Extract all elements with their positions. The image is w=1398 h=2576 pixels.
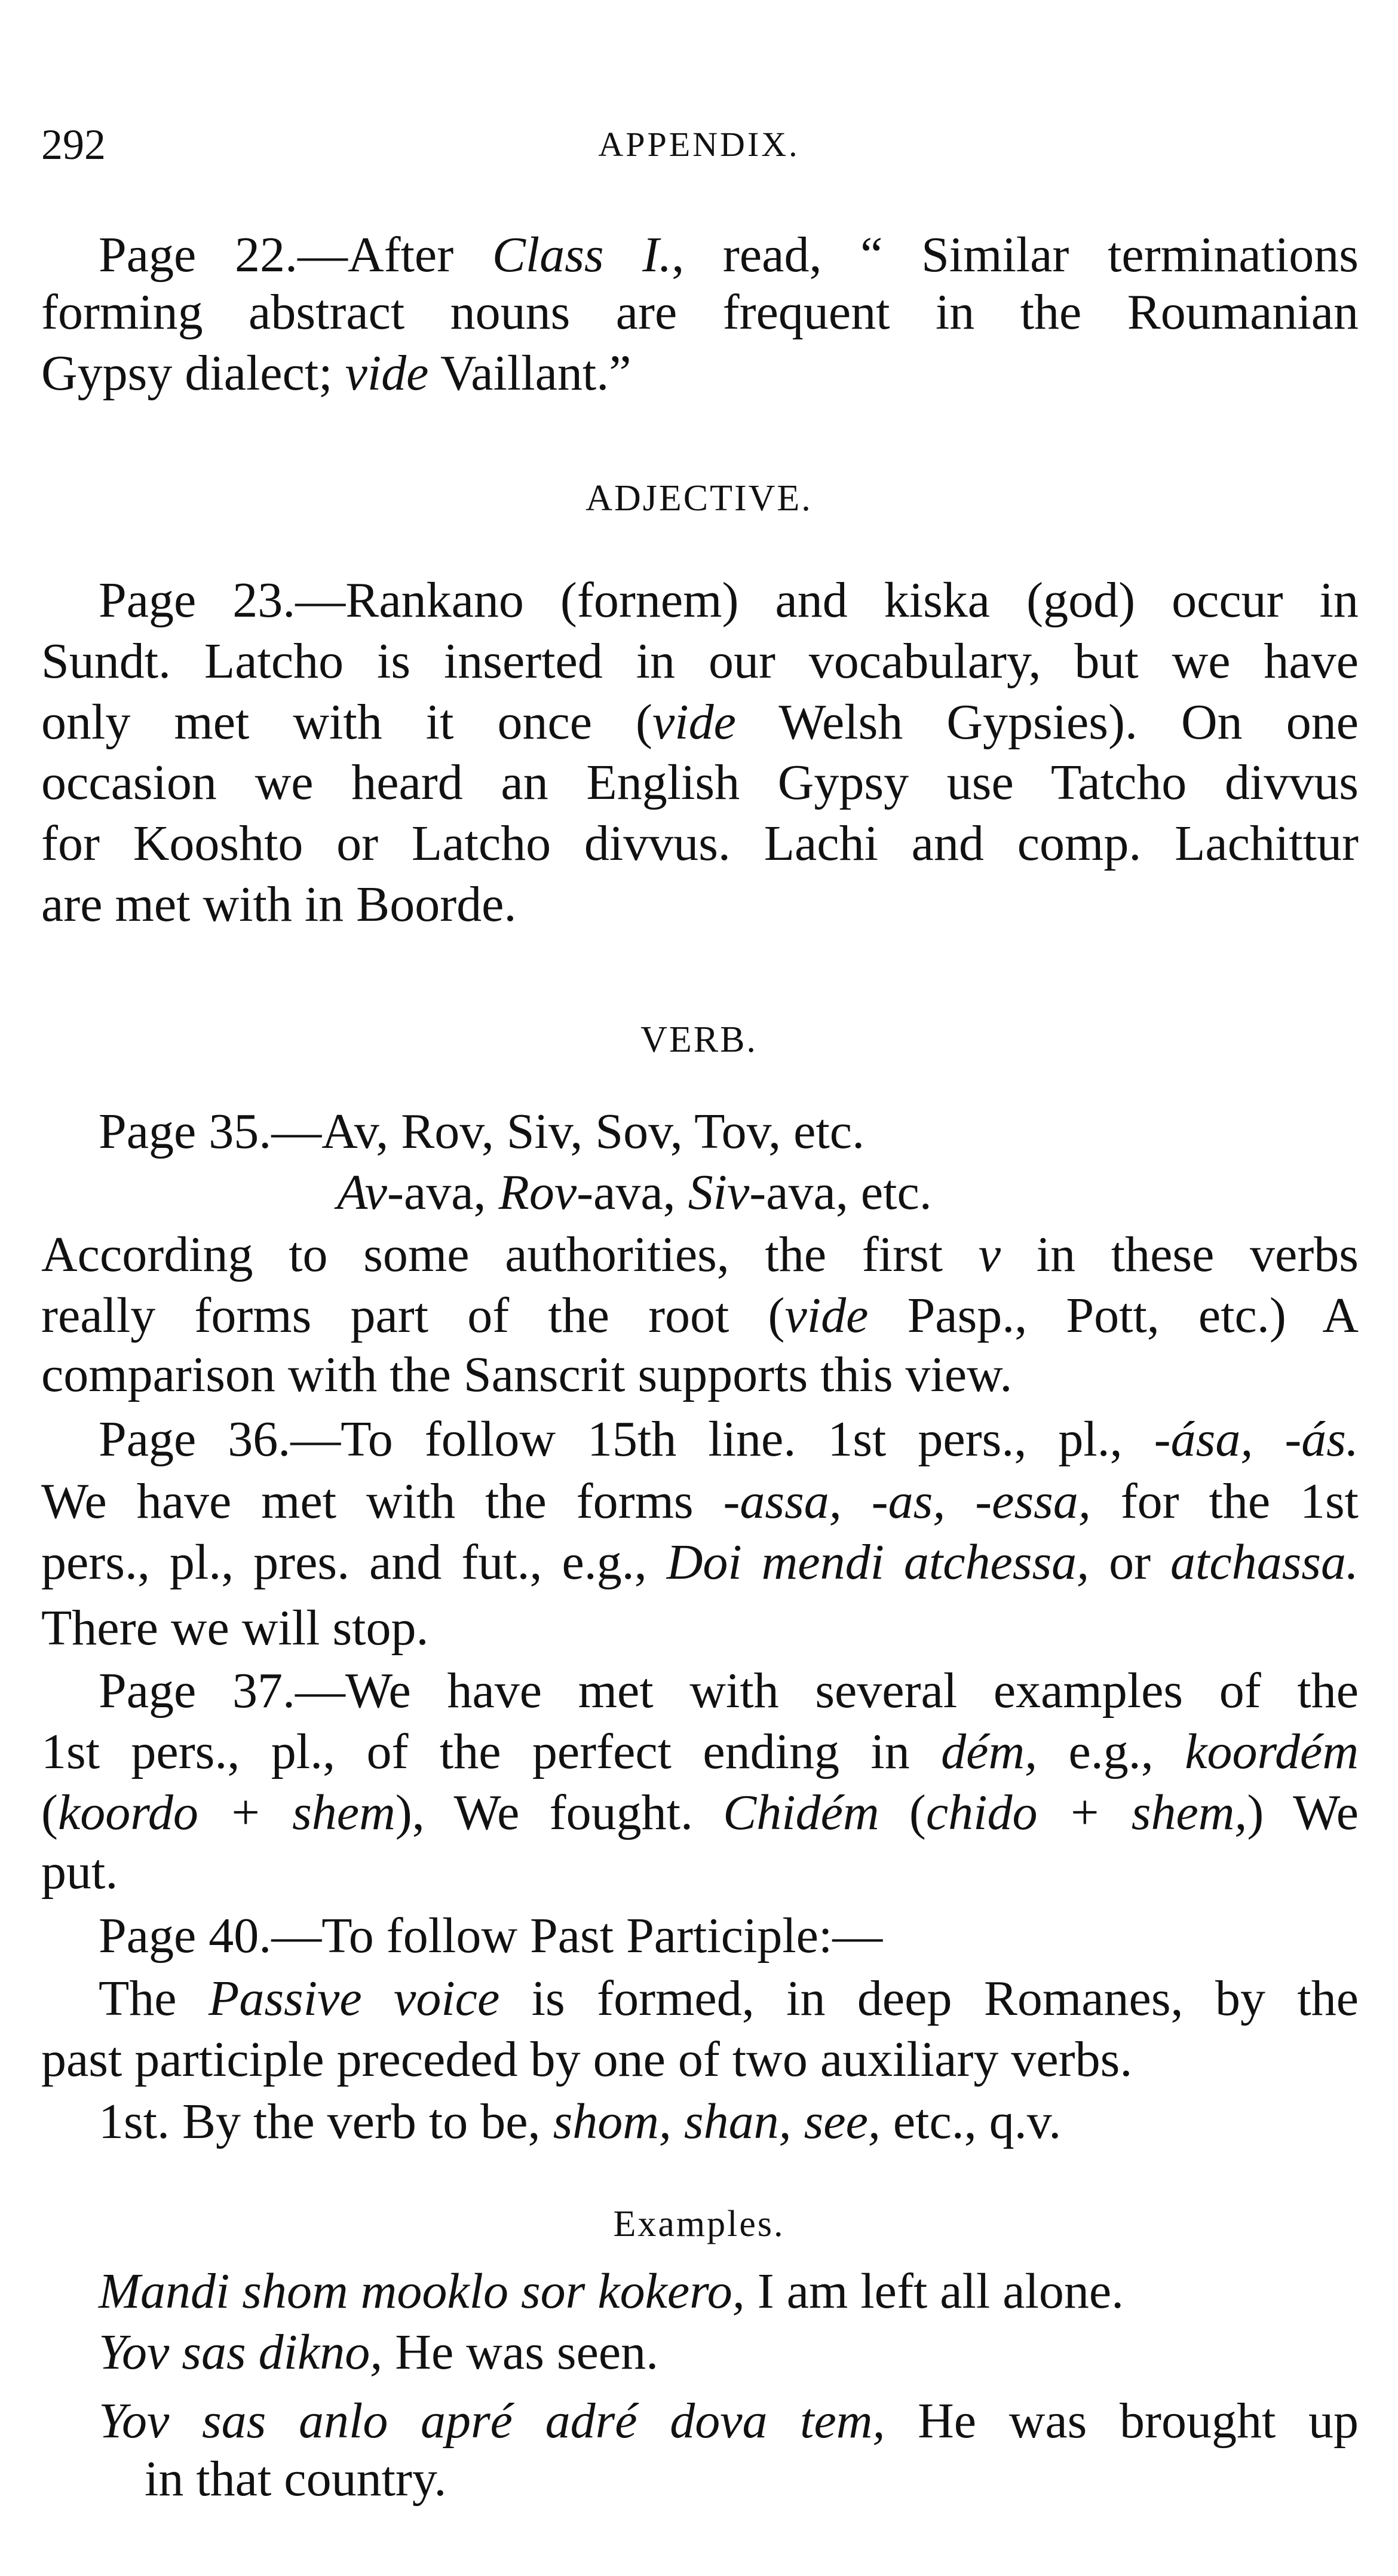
text-line bbox=[99, 1968, 1359, 2030]
italic-text: vide bbox=[784, 1288, 869, 1343]
text-segment: pers., pl., pres. and fut., e.g., bbox=[41, 1534, 667, 1590]
text-segment: or bbox=[1089, 1534, 1170, 1590]
text-segment: , read, “ Similar terminations bbox=[672, 227, 1359, 283]
text-segment: past participle preceded by one of two auxiliary verbs. bbox=[41, 2032, 1133, 2087]
text-segment: Page 40.—To follow Past Participle:— bbox=[99, 1908, 883, 1964]
text-line bbox=[41, 1531, 1359, 1594]
text-line bbox=[41, 342, 631, 405]
text-segment: in that country. bbox=[145, 2451, 447, 2507]
italic-text: vide bbox=[345, 345, 429, 401]
text-segment: ( bbox=[879, 1785, 926, 1840]
italic-text: Passive voice bbox=[209, 1971, 500, 2026]
text-line bbox=[99, 1408, 1359, 1471]
italic-text: Doi mendi atchessa, bbox=[666, 1534, 1090, 1590]
text-segment: occasion we heard an English Gypsy use Tatcho divvus bbox=[41, 755, 1359, 810]
text-line bbox=[41, 1224, 1359, 1286]
text-segment: He was brought up bbox=[885, 2393, 1359, 2449]
text-segment: only met with it once ( bbox=[41, 694, 653, 750]
text-line bbox=[41, 1471, 1359, 1533]
text-segment: ) We bbox=[1247, 1785, 1359, 1840]
text-segment: Sundt. Latcho is inserted in our vocabulary, but we have bbox=[41, 633, 1359, 689]
text-segment: are met with in Boorde. bbox=[41, 877, 517, 932]
text-segment: Page 36.—To follow 15th line. 1st pers., pl., bbox=[99, 1411, 1154, 1467]
heading-verb bbox=[0, 1009, 1398, 1071]
text-segment: put. bbox=[41, 1844, 118, 1900]
text-segment: Page 23.—Rankano (fornem) and kiska (god) occur in bbox=[99, 572, 1359, 628]
text-line bbox=[337, 1162, 932, 1224]
text-segment: Page 37.—We have met with several examples of the bbox=[99, 1663, 1359, 1719]
italic-text: dém, bbox=[941, 1724, 1038, 1779]
text-line bbox=[41, 752, 1359, 814]
italic-text: vide bbox=[652, 694, 736, 750]
italic-text: Av bbox=[337, 1165, 387, 1220]
text-segment: for the 1st bbox=[1090, 1474, 1359, 1529]
italic-text: chido + shem, bbox=[925, 1785, 1247, 1840]
text-segment: etc., q.v. bbox=[880, 2094, 1062, 2149]
text-segment: -ava, etc. bbox=[749, 1165, 932, 1220]
italic-text: Class I. bbox=[492, 227, 672, 283]
text-line bbox=[99, 224, 1359, 286]
text-segment: comparison with the Sanscrit supports this view. bbox=[41, 1347, 1013, 1402]
page-number: 292 bbox=[41, 121, 106, 169]
italic-text: shom, shan, see, bbox=[553, 2094, 881, 2149]
text-segment: 1st pers., pl., of the perfect ending in bbox=[41, 1724, 942, 1779]
text-line bbox=[99, 1905, 882, 1967]
italic-text: v bbox=[978, 1227, 1001, 1282]
text-segment: Page 35.—Av, Rov, Siv, Sov, Tov, etc. bbox=[99, 1104, 865, 1159]
text-segment: Vaillant.” bbox=[428, 345, 631, 401]
text-line bbox=[99, 2321, 658, 2384]
text-segment: According to some authorities, the first bbox=[41, 1227, 979, 1282]
text-segment: ADJECTIVE. bbox=[585, 478, 813, 519]
text-line bbox=[99, 569, 1359, 632]
text-line bbox=[99, 2390, 1359, 2452]
text-line bbox=[145, 2448, 446, 2510]
text-segment: He was seen. bbox=[382, 2324, 659, 2380]
italic-text: Yov sas dikno, bbox=[99, 2324, 383, 2380]
text-segment: Pasp., Pott, etc.) A bbox=[868, 1288, 1359, 1343]
text-segment: -ava, bbox=[387, 1165, 499, 1220]
text-segment: Gypsy dialect; bbox=[41, 345, 345, 401]
text-segment: ( bbox=[41, 1785, 58, 1840]
text-segment: really forms part of the root ( bbox=[41, 1288, 785, 1343]
italic-text: -ása, -ás. bbox=[1154, 1411, 1359, 1467]
italic-text: Mandi shom mooklo sor kokero, bbox=[99, 2263, 745, 2319]
italic-text: -assa, -as, -essa, bbox=[723, 1474, 1091, 1529]
text-line bbox=[99, 1660, 1359, 1722]
text-segment: I am left all alone. bbox=[744, 2263, 1124, 2319]
italic-text: Siv bbox=[688, 1165, 750, 1220]
text-line bbox=[41, 1285, 1359, 1347]
text-segment: ), We fought. bbox=[395, 1785, 723, 1840]
text-line bbox=[99, 2091, 1061, 2153]
text-segment: Examples. bbox=[613, 2204, 785, 2244]
text-segment: The bbox=[99, 1971, 209, 2026]
text-line bbox=[41, 1597, 429, 1659]
text-line bbox=[41, 691, 1359, 753]
heading-examples bbox=[0, 2193, 1398, 2255]
text-segment: Page 22.—After bbox=[99, 227, 492, 283]
text-line bbox=[41, 874, 516, 936]
text-line bbox=[41, 2029, 1132, 2091]
text-line bbox=[41, 281, 1359, 344]
italic-text: koordém bbox=[1185, 1724, 1359, 1779]
text-segment: e.g., bbox=[1037, 1724, 1185, 1779]
text-segment: VERB. bbox=[640, 1019, 758, 1060]
text-line bbox=[99, 1101, 864, 1163]
text-line bbox=[41, 630, 1359, 693]
heading-adjective bbox=[0, 467, 1398, 529]
italic-text: atchassa. bbox=[1170, 1534, 1359, 1590]
text-segment: There we will stop. bbox=[41, 1600, 429, 1656]
text-line bbox=[41, 1782, 1359, 1844]
italic-text: Rov bbox=[498, 1165, 577, 1220]
text-line bbox=[41, 1721, 1359, 1783]
text-line bbox=[41, 1841, 118, 1903]
italic-text: Yov sas anlo apré adré dova tem, bbox=[99, 2393, 885, 2449]
text-segment: for Kooshto or Latcho divvus. Lachi and comp. Lachittur bbox=[41, 816, 1359, 871]
text-segment: -ava, bbox=[577, 1165, 688, 1220]
text-segment: forming abstract nouns are frequent in the Roumanian bbox=[41, 284, 1359, 340]
italic-text: koordo + shem bbox=[57, 1785, 396, 1840]
italic-text: Chidém bbox=[723, 1785, 879, 1840]
text-segment: We have met with the forms bbox=[41, 1474, 723, 1529]
text-segment: Welsh Gypsies). On one bbox=[735, 694, 1359, 750]
text-line bbox=[41, 813, 1359, 875]
text-segment: is formed, in deep Romanes, by the bbox=[499, 1971, 1359, 2026]
text-segment: 1st. By the verb to be, bbox=[99, 2094, 553, 2149]
text-segment: in these verbs bbox=[1001, 1227, 1359, 1282]
text-line bbox=[99, 2260, 1124, 2323]
running-head: APPENDIX. bbox=[598, 125, 800, 164]
text-line bbox=[41, 1344, 1012, 1406]
